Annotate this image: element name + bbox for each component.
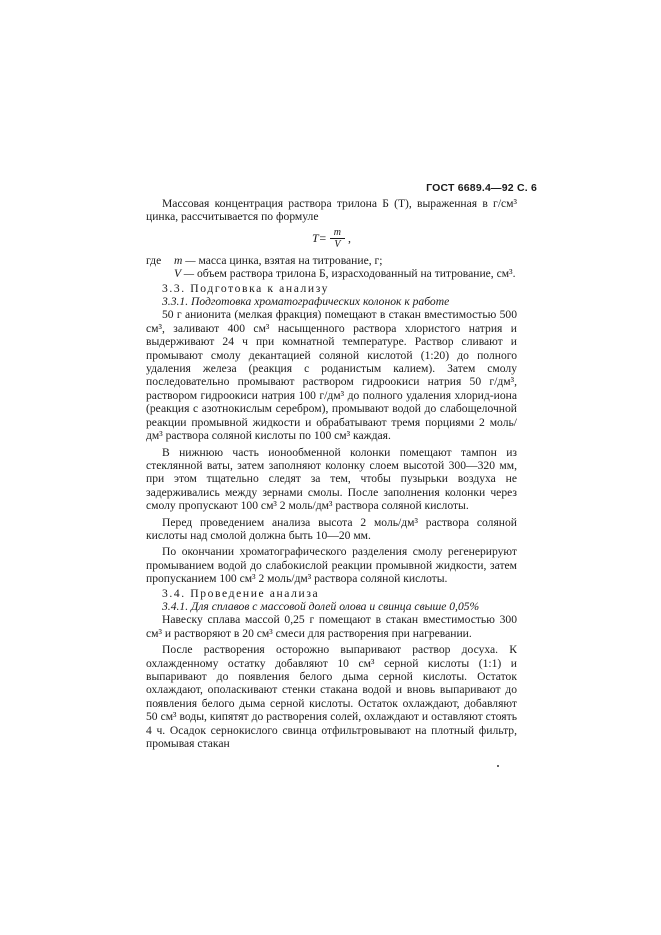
paragraph: 50 г анионита (мелкая фракция) помещают в стакан вместимостью 500 см³, заливают 400 см³ насыщенного раствора хлористого натрия и выдерживают 24 ч при комнатной температуре. Раствор сливают и промывают смолу декантацией соляной кислотой (1:20) до полного удаления железа (реакция с роданистым калием). Затем смолу последовательно промывают раствором гидроокиси натрия 50 г/дм³, раствором гидроокиси натрия 100 г/дм³ до полного удаления хлорид-иона (реакция с азотнокислым серебром), промывают водой до слабощелочной реакции промывной жидкости и обрабатывают тремя порциями 2 моль/дм³ раствора соляной кислоты по 100 см³ каждая. — [146, 308, 517, 443]
paragraph: В нижнюю часть ионообменной колонки помещают тампон из стеклянной ваты, затем заполняют колонку слоем высотой 300—320 мм, при этом тщательно следят за тем, чтобы пузырьки воздуха не задерживались между зернами смолы. После заполнения колонки через смолу пропускают 100 см³ 2 моль/дм³ раствора соляной кислоты. — [146, 445, 517, 513]
subsection-heading-3-4-1: 3.4.1. Для сплавов с массовой долей олова и свинца свыше 0,05% — [162, 599, 480, 613]
section-heading-3-4: 3.4. Проведение анализа — [162, 586, 320, 600]
page-content — [146, 197, 517, 750]
intro-paragraph: Массовая концентрация раствора трилона Б (T), выраженная в г/см³ цинка, рассчитывается по формуле — [146, 197, 517, 224]
subsection-heading-3-3-1: 3.3.1. Подготовка хроматографических колонок к работе — [162, 295, 450, 309]
formula-tail: , — [348, 230, 351, 245]
where-symbol: m — — [174, 253, 196, 267]
formula-numerator: m — [330, 227, 345, 239]
page-header — [426, 182, 537, 194]
where-label: где — [146, 253, 162, 267]
formula-fraction — [330, 227, 345, 250]
where-items — [174, 254, 517, 281]
where-text: масса цинка, взятая на титрование, г; — [198, 253, 383, 267]
formula-lhs: T= — [311, 230, 327, 245]
formula-denominator: V — [334, 238, 341, 250]
paragraph: После растворения осторожно выпаривают раствор досуха. К охлажденному остатку добавляют 10 см³ серной кислоты (1:1) и выпаривают до появления белого дыма серной кислоты. Остаток охлаждают, ополаскивают стенки стакана водой и вновь выпаривают до появления белого дыма серной кислоты. Остаток охлаждают, добавляют 50 см³ воды, кипятят до растворения солей, охлаждают и оставляют стоять 4 ч. Осадок сернокислого свинца отфильтровывают на плотный фильтр, промывая стакан — [146, 643, 517, 751]
paragraph: Перед проведением анализа высота 2 моль/дм³ раствора соляной кислоты над смолой должна быть 10—20 мм. — [146, 515, 517, 542]
speck-mark — [497, 765, 499, 767]
section-heading-3-3: 3.3. Подготовка к анализу — [162, 281, 330, 295]
where-item — [174, 254, 517, 267]
where-text: объем раствора трилона Б, израсходованный на титрование, см³. — [197, 267, 516, 281]
standard-number: ГОСТ 6689.4—92 — [426, 182, 514, 194]
where-item — [174, 267, 517, 280]
variable-definitions — [146, 254, 517, 281]
page-number: С. 6 — [516, 182, 537, 194]
formula — [146, 227, 517, 250]
paragraph: По окончании хроматографического разделения смолу регенерируют промыванием водой до слабокислой реакции промывной жидкости, затем пропусканием 100 см³ 2 моль/дм³ раствора соляной кислоты. — [146, 545, 517, 586]
where-symbol: V — — [174, 267, 195, 281]
paragraph: Навеску сплава массой 0,25 г помещают в стакан вместимостью 300 см³ и растворяют в 20 см³ смеси для растворения при нагревании. — [146, 613, 517, 640]
